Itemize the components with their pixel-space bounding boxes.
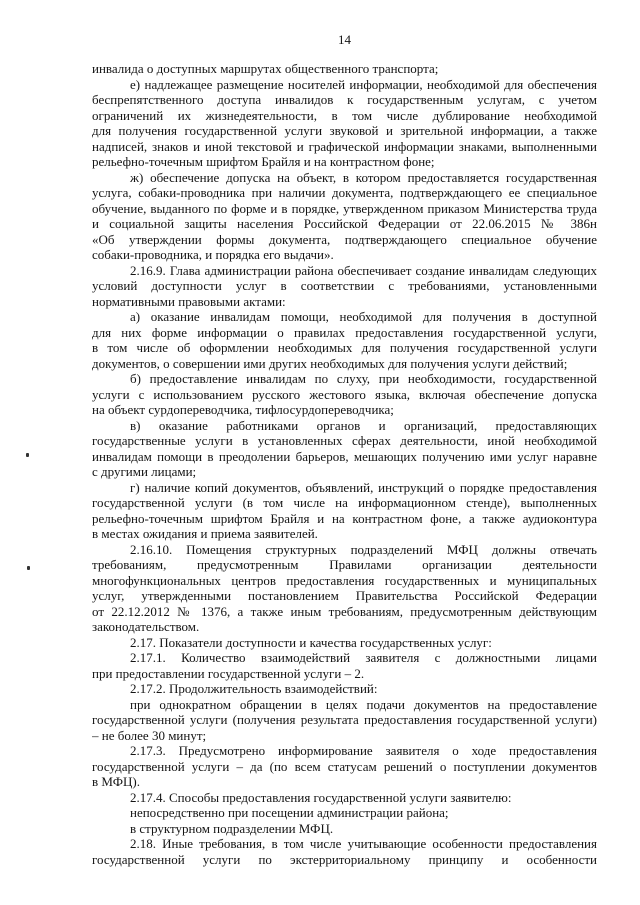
- scan-mark: [26, 453, 29, 457]
- text-line: рельефно-точечным шрифтом Брайля и на контрастном фоне, а также аудиоконтура: [92, 510, 597, 526]
- text-line: 2.17.3. Предусмотрено информирование заявителя о ходе предоставления: [130, 743, 597, 758]
- scan-mark: [27, 566, 30, 570]
- text-line: «Об утверждении формы документа, подтверждающего специальное обучение: [92, 231, 597, 247]
- paragraph: [92, 821, 597, 837]
- text-line: в) оказание работниками органов и организаций, предоставляющих: [130, 417, 597, 433]
- text-line: в структурном подразделении МФЦ.: [130, 820, 334, 836]
- paragraph: [92, 650, 597, 681]
- text-line: 2.17.4. Способы предоставления государственной услуги заявителю:: [130, 789, 512, 805]
- text-line: государственной услуги (получения результата предоставления государственной услуги): [92, 712, 597, 727]
- text-line: услуга, собаки-проводника при наличии документа, подтверждающего ее специальное: [92, 185, 597, 200]
- text-line: 2.16.10. Помещения структурных подразделений МФЦ должны отвечать: [130, 541, 597, 557]
- text-line: в том числе об оформлении необходимых для получения государственной услуги: [92, 340, 597, 355]
- text-line: инвалида о доступных маршрутах общественного транспорта;: [92, 61, 439, 76]
- page-number: 14: [338, 32, 351, 47]
- text-line: при предоставлении государственной услуги – 2.: [92, 665, 365, 681]
- text-line: услуги с использованием русского жестового языка, включая обеспечение допуска: [92, 386, 597, 402]
- text-line: в МФЦ).: [92, 774, 141, 789]
- paragraph: [92, 743, 597, 790]
- text-line: инвалидам помощи в преодолении барьеров, мешающих получению ими услуг наравне: [92, 448, 597, 464]
- paragraph: [92, 635, 597, 651]
- text-line: 2.16.9. Глава администрации района обеспечивает создание инвалидам следующих: [130, 262, 597, 278]
- paragraph: [92, 309, 597, 371]
- text-line: в местах ожидания и приема заявителей.: [92, 526, 318, 541]
- paragraph: [92, 805, 597, 821]
- text-line: на объект сурдопереводчика, тифлосурдопереводчика;: [92, 402, 394, 417]
- paragraph: [92, 681, 597, 697]
- paragraph: [92, 480, 597, 542]
- paragraph: [92, 371, 597, 418]
- paragraph: [92, 61, 597, 77]
- text-line: ограничений их жизнедеятельности, в том числе дублирование необходимой: [92, 107, 597, 123]
- text-line: государственной услуги – да (по всем статусам решений о поступлении документов: [92, 758, 597, 774]
- text-line: б) предоставление инвалидам по слуху, при необходимости, государственной: [130, 371, 597, 386]
- text-line: 2.17. Показатели доступности и качества государственных услуг:: [130, 634, 492, 650]
- text-line: государственные услуги в установленных сферах деятельности, иной необходимой: [92, 433, 597, 448]
- text-line: 2.17.2. Продолжительность взаимодействий:: [130, 681, 378, 696]
- text-line: от 22.12.2012 № 1376, а также иным требованиям, предусмотренным действующим: [92, 603, 597, 619]
- text-line: многофункциональных центров предоставления государственных и муниципальных: [92, 572, 597, 588]
- text-line: нормативными правовыми актами:: [92, 293, 286, 309]
- paragraph: [92, 697, 597, 744]
- text-line: обучение, выданного по форме и в порядке, утвержденном приказом Министерства труда: [92, 200, 597, 216]
- text-line: законодательством.: [92, 619, 200, 634]
- text-line: е) надлежащее размещение носителей информации, необходимой для обеспечения: [130, 76, 597, 92]
- text-line: собаки-проводника, и порядка его выдачи».: [92, 247, 334, 262]
- paragraph: [92, 77, 597, 170]
- text-line: надписей, знаков и иной текстовой и графической информации знаками, выполненными: [92, 138, 597, 154]
- text-line: рельефно-точечным шрифтом Брайля и на контрастном фоне;: [92, 154, 435, 169]
- text-line: 2.18. Иные требования, в том числе учитывающие особенности предоставления: [130, 836, 597, 851]
- text-line: а) оказание инвалидам помощи, необходимой для получения в доступной: [130, 309, 597, 324]
- text-line: с другими лицами;: [92, 464, 197, 479]
- text-line: 2.17.1. Количество взаимодействий заявителя с должностными лицами: [130, 650, 597, 665]
- text-line: для получения государственной услуги звуковой и зрительной информации, а также: [92, 123, 597, 138]
- text-line: беспрепятственного доступа инвалидов к государственным услугам, с учетом: [92, 92, 597, 107]
- text-line: государственной услуги по экстерриториальному принципу и особенности: [92, 851, 597, 867]
- paragraph: [92, 170, 597, 263]
- document-body: [92, 61, 597, 867]
- paragraph: [92, 836, 597, 867]
- text-line: для них форме информации о правилах предоставления государственной услуги,: [92, 324, 597, 340]
- text-line: условий доступности услуг в соответствии с требованиями, установленными: [92, 278, 597, 293]
- text-line: документов, о совершении ими других необходимых для получения услуги действий;: [92, 355, 568, 371]
- text-line: требованиям, предусмотренным Правилами организации деятельности: [92, 557, 597, 572]
- text-line: г) наличие копий документов, объявлений, инструкций о порядке предоставления: [130, 479, 597, 495]
- paragraph: [92, 542, 597, 635]
- text-line: при однократном обращении в целях подачи документов на предоставление: [130, 696, 597, 712]
- paragraph: [92, 263, 597, 310]
- text-line: ж) обеспечение допуска на объект, в котором предоставляется государственная: [130, 169, 597, 185]
- text-line: – не более 30 минут;: [92, 727, 207, 743]
- paragraph: [92, 418, 597, 480]
- text-line: и социальной защиты населения Российской Федерации от 22.06.2015 № 386н: [92, 216, 597, 231]
- paragraph: [92, 790, 597, 806]
- text-line: государственной услуги (в том числе на информационном стенде), выполненных: [92, 495, 597, 510]
- text-line: непосредственно при посещении администрации района;: [130, 805, 449, 820]
- text-line: услуг, утвержденными постановлением Правительства Российской Федерации: [92, 588, 597, 603]
